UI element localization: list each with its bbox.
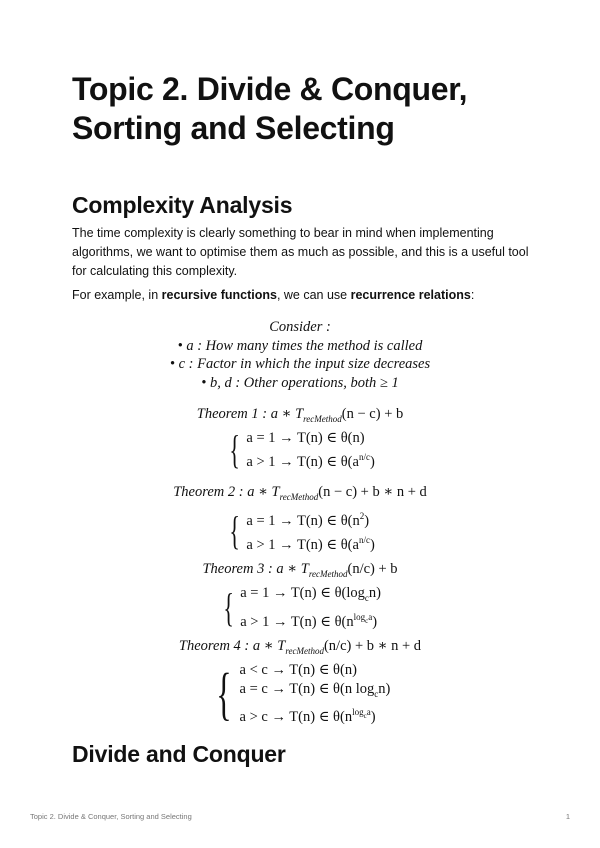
text: recMethod: [303, 413, 342, 424]
math-definitions: [0, 318, 600, 392]
text: :: [470, 288, 475, 302]
bold-term: recursive functions: [161, 288, 277, 302]
bullet-c: • c : Factor in which the input size decreases: [169, 356, 431, 372]
text: c: [364, 593, 369, 604]
text: recMethod: [279, 491, 319, 502]
theorem-2-header: [0, 483, 600, 506]
text: Theorem 4 : a ∗ T: [178, 638, 286, 654]
text: Theorem 2 : a ∗ T: [173, 484, 280, 500]
text: c: [363, 712, 367, 721]
bullet-a: • a : How many times the method is called: [177, 337, 423, 354]
text: n/c: [358, 451, 370, 462]
text: n): [368, 585, 381, 602]
case-line: a > 1 → T(n) ∈ $\theta(a^{n/c})$: [246, 451, 375, 470]
page-footer: [30, 812, 570, 821]
theorem-4: [0, 637, 600, 727]
consider-label: Consider :: [269, 319, 331, 335]
text: Theorem 1 : a ∗ T: [196, 406, 304, 422]
page-number: 1: [565, 812, 570, 821]
text: log: [353, 611, 366, 622]
text: recMethod: [285, 645, 324, 656]
case-line: a > 1 → T(n) ∈ $\theta(n^{log_ca})$: [240, 611, 378, 630]
text: a = 1 → T(n) ∈ θ(n: [246, 513, 360, 530]
text: (n/c) + b ∗ n + d: [323, 638, 422, 654]
case-line: a > 1 → T(n) ∈ $\theta(a^{n/c})$: [246, 534, 375, 553]
text: a: [368, 611, 373, 622]
text: log: [352, 707, 364, 718]
text: , we can use: [276, 288, 351, 302]
paragraph-intro: The time complexity is clearly something to bear in mind when implementing algorithms, we want to optimise them as much as possible, and this is a useful tool for calculating this complexity.: [72, 226, 529, 278]
text: 2: [359, 511, 365, 522]
case-line: a = 1 → T(n) ∈ θ(n): [246, 430, 365, 447]
brace-icon: {: [223, 584, 234, 630]
text: a > 1 → T(n) ∈ θ(a: [246, 536, 359, 553]
text: n/c: [358, 534, 370, 545]
text: (n/c) + b: [347, 561, 398, 577]
text: (n − c) + b ∗ n + d: [318, 484, 427, 500]
theorem-1: [0, 405, 600, 471]
theorem-3-header: [0, 560, 600, 583]
theorem-3: [0, 560, 600, 631]
paragraph-example: [72, 286, 532, 305]
brace-icon: {: [229, 427, 241, 473]
text: Theorem 3 : a ∗ T: [202, 561, 309, 577]
case-line: a > c → T(n) ∈ $\theta(n^{log_ca})$: [239, 707, 376, 726]
theorem-1-header: [0, 405, 600, 428]
brace-icon: {: [229, 507, 241, 553]
footer-title: Topic 2. Divide & Conquer, Sorting and Selecting: [30, 812, 192, 821]
text: n): [378, 680, 391, 697]
text: a: [366, 707, 371, 718]
theorem-4-header: [0, 637, 600, 660]
case-line: [240, 680, 391, 703]
text: (n − c) + b: [341, 406, 404, 422]
theorem-2: [0, 483, 600, 554]
section-heading-divide: Divide and Conquer: [72, 741, 286, 767]
page-title: Topic 2. Divide & Conquer, Sorting and Selecting: [72, 71, 468, 146]
section-heading-complexity: Complexity Analysis: [72, 192, 293, 218]
text: a = c → T(n) ∈ θ(n log: [239, 680, 375, 697]
text: a > c → T(n) ∈ θ(n: [239, 709, 353, 726]
case-line: a < c → T(n) ∈ θ(n): [239, 662, 357, 679]
text: a > 1 → T(n) ∈ θ(n: [240, 613, 354, 630]
text: recMethod: [308, 568, 348, 579]
brace-icon: {: [215, 661, 232, 726]
text: For example, in: [72, 288, 162, 302]
bullet-bd: • b, d : Other operations, both ≥ 1: [201, 374, 399, 391]
text: a > 1 → T(n) ∈ θ(a: [246, 453, 359, 470]
case-line: a = 1 → T(n) ∈ $\theta(n^2)$: [246, 511, 370, 530]
case-line: [240, 584, 381, 607]
text: a = 1 → T(n) ∈ θ(log: [240, 585, 365, 602]
text: c: [365, 616, 369, 625]
bold-term: recurrence relations: [350, 288, 471, 302]
text: c: [374, 688, 379, 699]
